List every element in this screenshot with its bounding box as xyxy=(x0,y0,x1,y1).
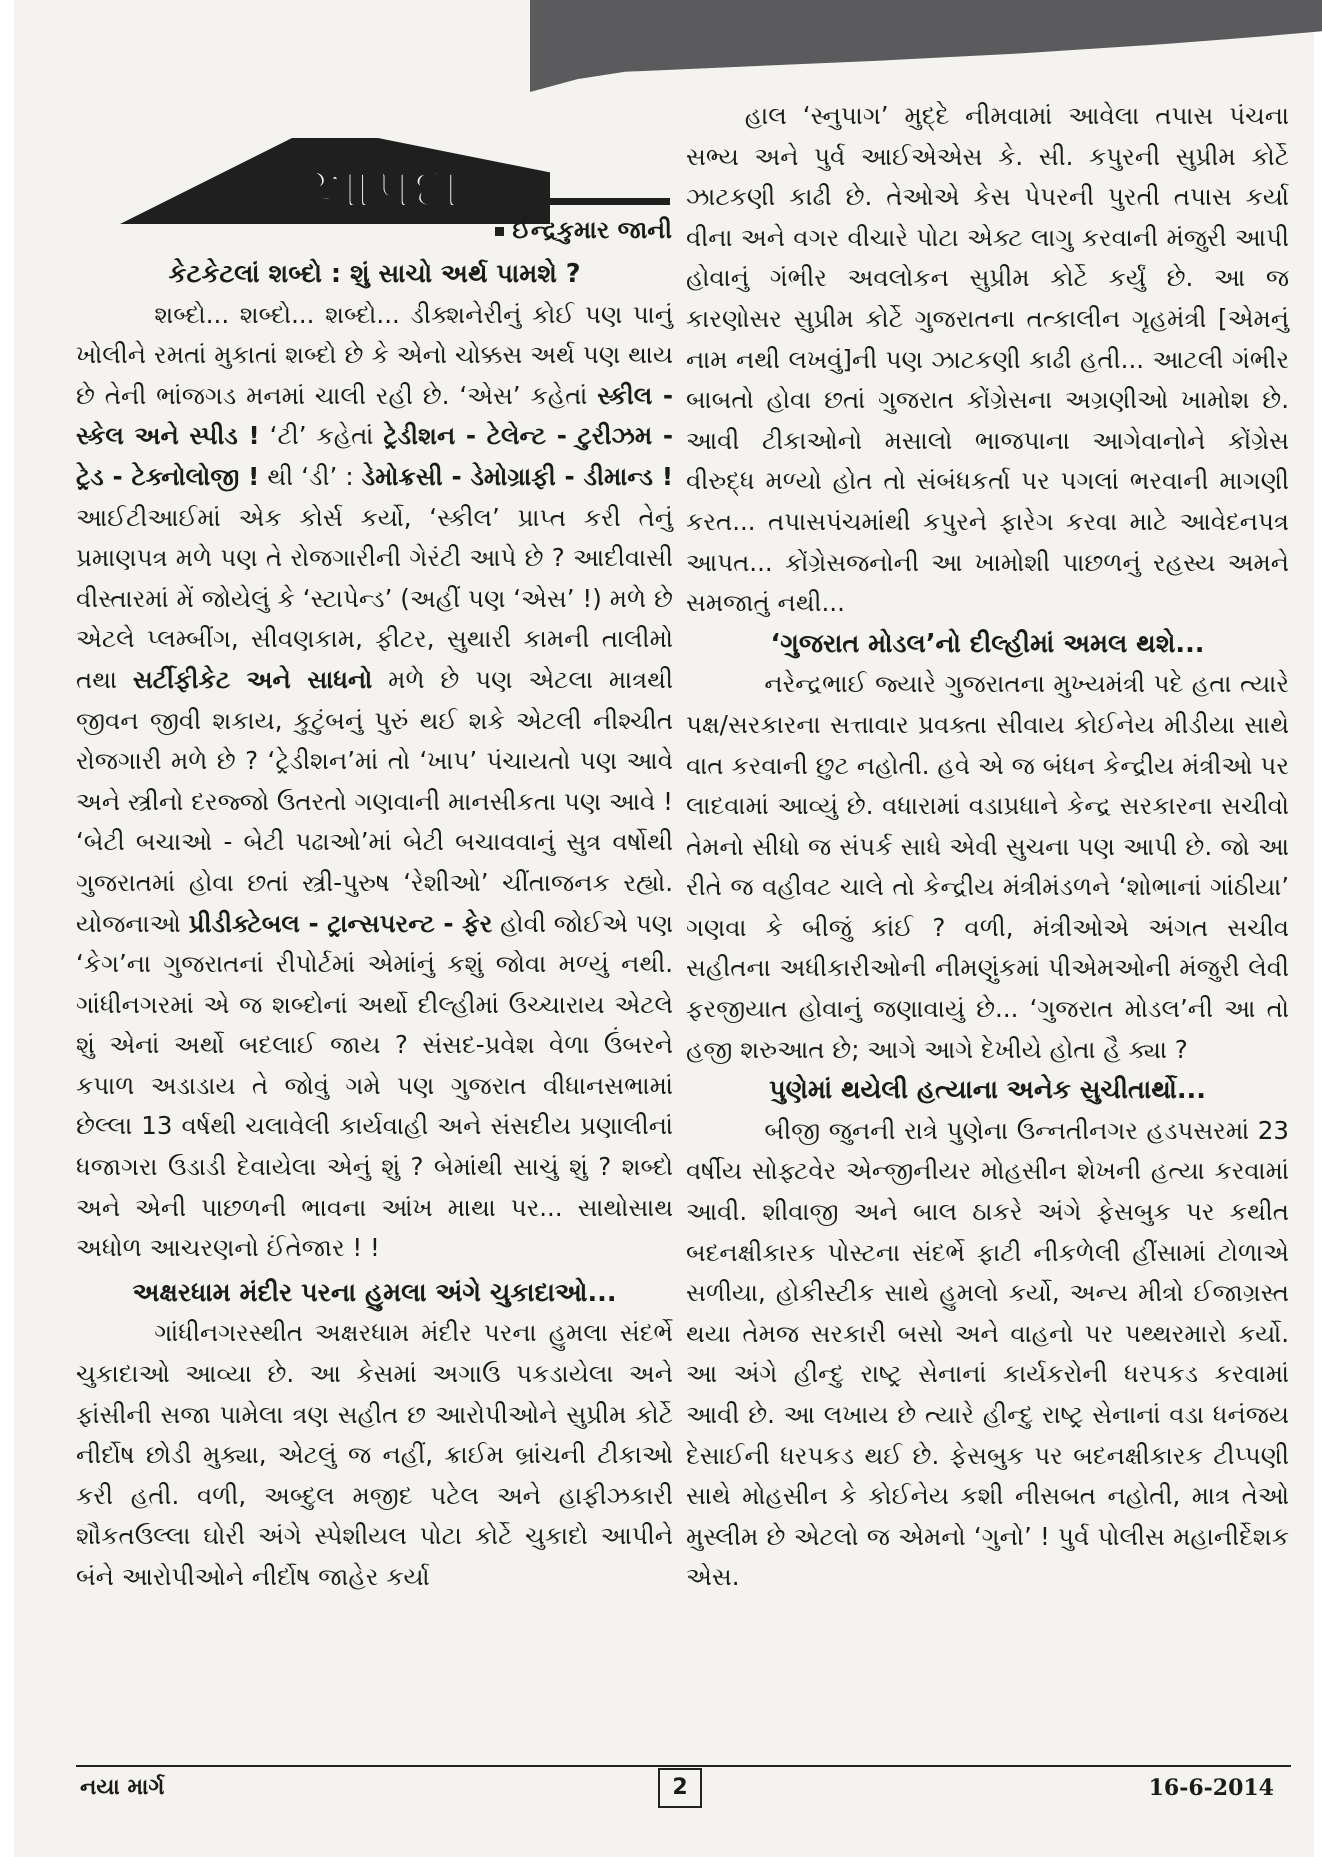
right-column xyxy=(686,96,1289,1598)
article-paragraph: હાલ ‘સ્નુપાગ’ મુદ્દે નીમવામાં આવેલા તપાસ પંચના સભ્ય અને પુર્વ આઈએએસ કે. સી. કપુરની સુપ્રીમ કોર્ટે ઝાટકણી કાઢી છે. તેઓએ કેસ પેપરની પુરતી તપાસ કર્યા વીના અને વગર વીચારે પોટા એક્ટ લાગુ કરવાની મંજુરી આપી હોવાનું ગંભીર અવલોકન સુપ્રીમ કોર્ટે કર્યું છે. આ જ કારણોસર સુપ્રીમ કોર્ટે ગુજરાતના તત્કાલીન ગૃહમંત્રી [એમનું નામ નથી લખવું]ની પણ ઝાટકણી કાઢી હતી... આટલી ગંભીર બાબતો હોવા છતાં ગુજરાત કોંગ્રેસના અગ્રણીઓ ખામોશ છે. આવી ટીકાઓનો મસાલો ભાજપાના આગેવાનોને કોંગ્રેસ વીરુદ્ધ મળ્યો હોત તો સંબંધકર્તા પર પગલાં ભરવાની માગણી કરત... તપાસપંચમાંથી કપુરને ફારેગ કરવા માટે આવેદનપત્ર આપત... કોંગ્રેસજનોની આ ખામોશી પાછળનું રહસ્ય અમને સમજાતું નથી... xyxy=(686,101,1289,618)
bold-phrase: ડેમોક્રસી - ડેમોગ્રાફી - ડીમાન્ડ ! xyxy=(361,461,673,491)
publication-name: નયા માર્ગ xyxy=(80,1775,165,1800)
section-heading: અક્ષરધામ મંદીર પરના હુમલા અંગે ચુકાદાઓ... xyxy=(132,1277,617,1308)
section-heading: ‘ગુજરાત મોડલ’નો દીલ્હીમાં અમલ થશે... xyxy=(770,628,1205,659)
article-paragraph: નરેન્દ્રભાઈ જ્યારે ગુજરાતના મુખ્યમંત્રી પદે હતા ત્યારે પક્ષ/સરકારના સત્તાવાર પ્રવક્તા સીવાય કોઈનેય મીડીયા સાથે વાત કરવાની છુટ નહોતી. હવે એ જ બંધન કેન્દ્રીય મંત્રીઓ પર લાદવામાં આવ્યું છે. વધારામાં વડાપ્રધાને કેન્દ્ર સરકારના સચીવો તેમનો સીધો જ સંપર્ક સાધે એવી સુચના પણ આપી છે. જો આ રીતે જ વહીવટ ચાલે તો કેન્દ્રીય મંત્રીમંડળને ‘શોભાનાં ગાંઠીયા’ ગણવા કે બીજું કાંઈ ? વળી, મંત્રીઓએ અંગત સચીવ સહીતના અધીકારીઓની નીમણુંકમાં પીએમઓની મંજુરી લેવી ફરજીયાત હોવાનું જણાવાયું છે... ‘ગુજરાત મોડલ’ની આ તો હજી શરુઆત છે; આગે આગે દેખીયે હોતા હૈ ક્યા ? xyxy=(686,669,1289,1064)
text-run: હોવી જોઈએ પણ ‘કેગ’ના ગુજરાતનાં રીપોર્ટમાં એમાંનું કશું જોવા મળ્યું નથી. ગાંધીનગરમાં એ જ શબ્દોનાં અર્થો દીલ્હીમાં ઉચ્ચારાય એટલે શું એનાં અર્થો બદલાઈ જાય ? સંસદ-પ્રવેશ વેળા ઉંબરને કપાળ અડાડાય તે જોવું ગમે પણ ગુજરાત વીધાનસભામાં છેલ્લા 13 વર્ષથી ચલાવેલી કાર્યવાહી અને સંસદીય પ્રણાલીનાં ધજાગરા ઉડાડી દેવાયેલા એનું શું ? બેમાંથી સાચું શું ? શબ્દો અને એની પાછળની ભાવના આંખ માથા પર... સાથોસાથ અધોળ આચરણનો ઈંતેજાર ! ! xyxy=(76,908,673,1263)
bold-phrase: ટ્રેડીશન - ટેલેન્ટ - ટુરીઝમ - ટ્રેડ - ટેક્નોલોજી ! xyxy=(76,421,673,491)
bullet-icon xyxy=(495,227,504,236)
masthead-rule xyxy=(530,198,670,205)
text-run: થી ‘ડી’ : xyxy=(259,461,362,491)
article-paragraph xyxy=(76,295,673,1269)
page-number: 2 xyxy=(658,1768,702,1808)
masthead-title: આપ્રદા xyxy=(297,153,463,221)
bold-phrase: સર્ટીફીકેટ અને સાધનો xyxy=(132,664,373,694)
section-heading: પુણેમાં થયેલી હત્યાના અનેક સુચીતાર્થો... xyxy=(769,1075,1206,1106)
section-heading: કેટકેટલાં શબ્દો : શું સાચો અર્થ પામશે ? xyxy=(168,259,581,289)
article-paragraph: બીજી જુનની રાત્રે પુણેના ઉન્નતીનગર હડપસરમાં 23 વર્ષીય સોફ્ટવેર એન્જીનીયર મોહસીન શેખની હત્યા કરવામાં આવી. શીવાજી અને બાલ ઠાકરે અંગે ફેસબુક પર કથીત બદનક્ષીકારક પોસ્ટના સંદર્ભે ફાટી નીકળેલી હીંસામાં ટોળાએ સળીયા, હોકીસ્ટીક સાથે હુમલો કર્યો, અન્ય મીત્રો ઈજાગ્રસ્ત થયા તેમજ સરકારી બસો અને વાહનો પર પથ્થરમારો કર્યો. આ અંગે હીન્દુ રાષ્ટ્ર સેનાનાં કાર્યકરોની ધરપકડ કરવામાં આવી છે. આ લખાય છે ત્યારે હીન્દુ રાષ્ટ્ર સેનાનાં વડા ધનંજય દેસાઈની ધરપકડ થઈ છે. ફેસબુક પર બદનક્ષીકારક ટીપ્પણી સાથે મોહસીન કે કોઈનેય કશી નીસબત નહોતી, માત્ર તેઓ મુસ્લીમ છે એટલો જ એમનો ‘ગુનો’ ! પુર્વ પોલીસ મહાનીર્દેશક એસ. xyxy=(686,1115,1289,1592)
text-run: ‘ટી’ કહેતાં xyxy=(259,421,384,451)
author-name: ઈન્દ્રકુમાર જાની xyxy=(512,216,672,244)
left-column xyxy=(76,254,673,1598)
bold-phrase: સ્કીલ - સ્કેલ અને સ્પીડ ! xyxy=(76,380,673,451)
text-run: મળે છે પણ એટલા માત્રથી જીવન જીવી શકાય, કુટુંબનું પુરું થઈ શકે એટલી નીશ્ચીત રોજગારી મળે છે ? ‘ટ્રેડીશન’માં તો ‘ખાપ’ પંચાયતો પણ આવે અને સ્ત્રીનો દરજ્જો ઉતરતો ગણવાની માનસીકતા પણ આવે ! ‘બેટી બચાઓ - બેટી પઢાઓ’માં બેટી બચાવવાનું સુત્ર વર્ષોથી ગુજરાતમાં હોવા છતાં સ્ત્રી-પુરુષ ‘રેશીઓ’ ચીંતાજનક રહ્યો. યોજનાઓ xyxy=(76,664,673,938)
article-paragraph: ગાંધીનગરસ્થીત અક્ષરધામ મંદીર પરના હુમલા સંદર્ભે ચુકાદાઓ આવ્યા છે. આ કેસમાં અગાઉ પકડાયેલા અને ફાંસીની સજા પામેલા ત્રણ સહીત છ આરોપીઓને સુપ્રીમ કોર્ટે નીર્દોષ છોડી મુક્યા, એટલું જ નહીં, ક્રાઈમ બ્રાંચની ટીકાઓ કરી હતી. વળી, અબ્દુલ મજીદ પટેલ અને હાફીઝકારી શૌકતઉલ્લા ઘોરી અંગે સ્પેશીયલ પોટા કોર્ટે ચુકાદો આપીને બંને આરોપીઓને નીર્દોષ જાહેર કર્યા xyxy=(76,1318,673,1591)
text-run: આઈટીઆઈમાં એક કોર્સ કર્યો, ‘સ્કીલ’ પ્રાપ્ત કરી તેનું પ્રમાણપત્ર મળે પણ તે રોજગારીની ગેરંટી આપે છે ? આદીવાસી વીસ્તારમાં મેં જોયેલું કે ‘સ્ટાપેન્ડ’ (અહીં પણ ‘એસ’ !) મળે છે એટલે પ્લમ્બીંગ, સીવણકામ, ફીટર, સુથારી કામની તાલીમો તથા xyxy=(76,502,673,694)
author-byline xyxy=(495,216,672,244)
bold-phrase: પ્રીડીક્ટેબલ - ટ્રાન્સપરન્ટ - ફેર xyxy=(188,908,493,938)
column-masthead xyxy=(120,90,680,250)
footer-rule xyxy=(76,1765,1291,1767)
issue-date: 16-6-2014 xyxy=(1148,1775,1274,1801)
text-run: શબ્દો... શબ્દો... શબ્દો... ડીક્શનેરીનું કોઈ પણ પાનું ખોલીને રમતાં મુકાતાં શબ્દો છે કે એનો ચોક્કસ અર્થ પણ થાય છે તેની ભાંજગડ મનમાં ચાલી રહી છે. ‘એસ’ કહેતાં xyxy=(76,299,673,410)
